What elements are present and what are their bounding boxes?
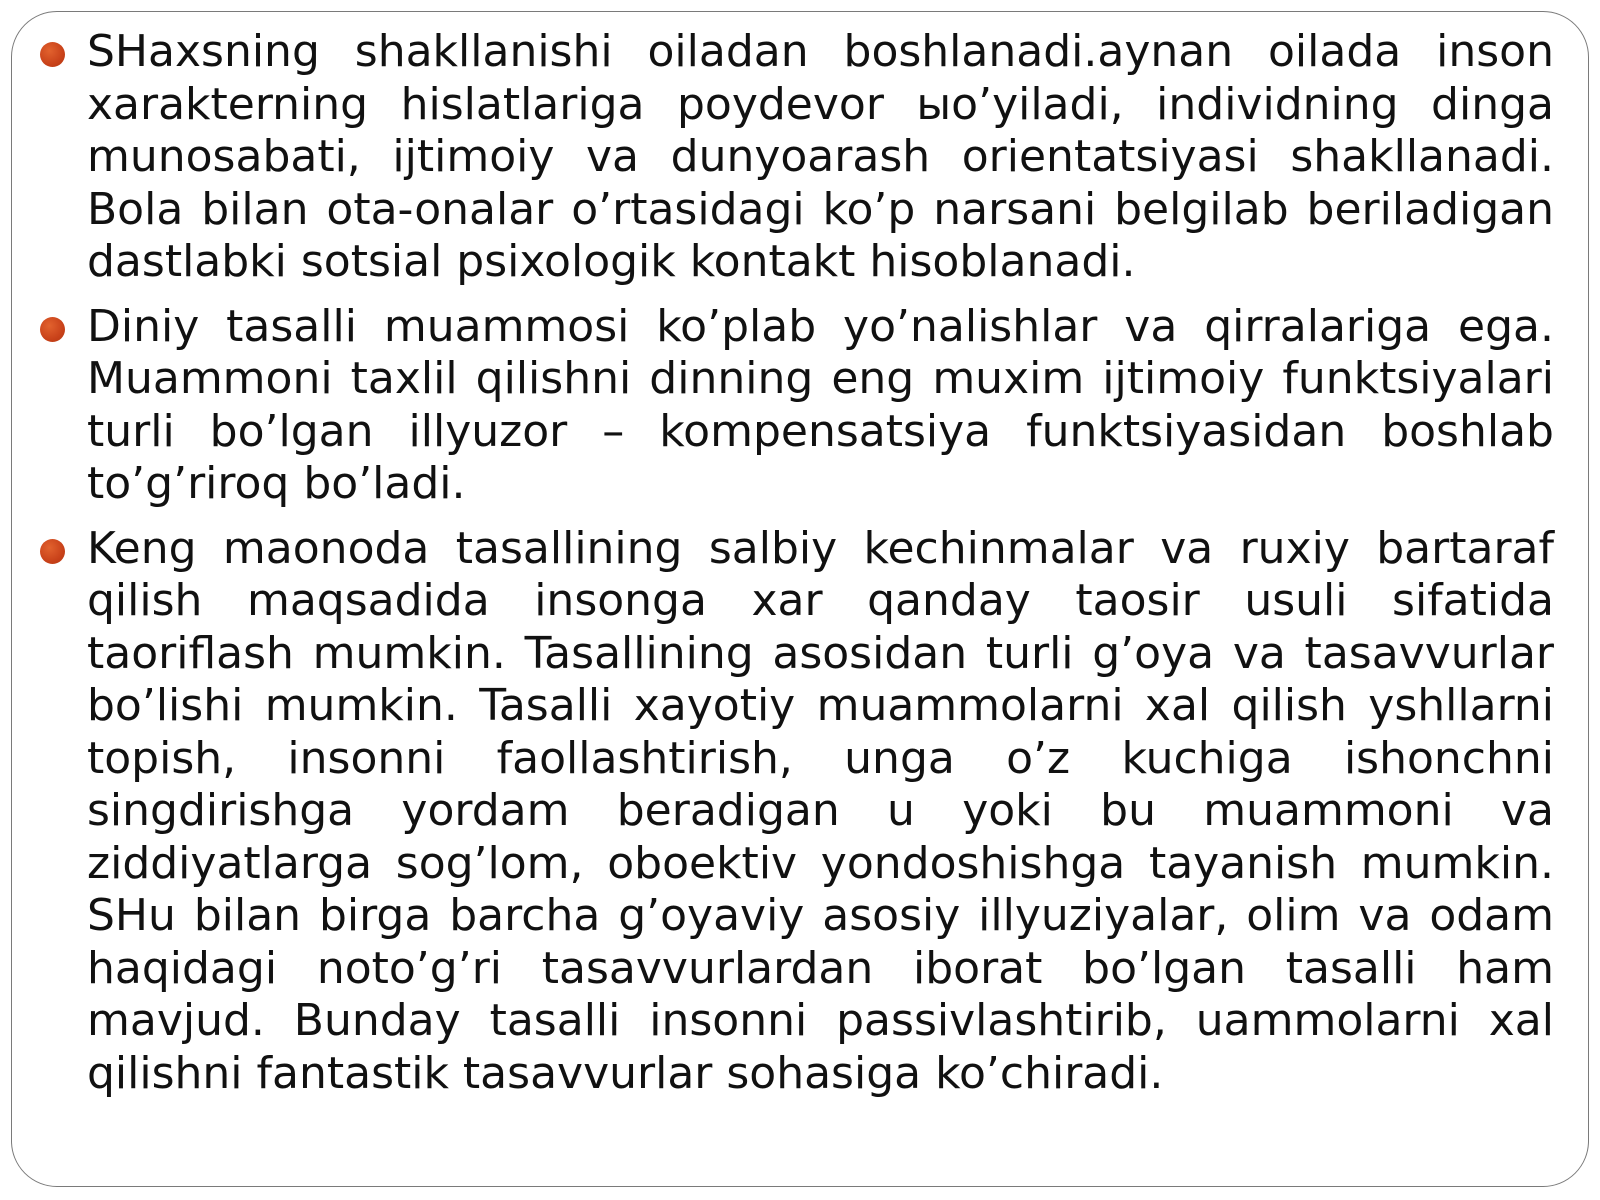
bullet-dot-icon bbox=[40, 317, 65, 342]
bullet-dot-icon bbox=[40, 42, 65, 67]
bullet-dot-icon bbox=[40, 539, 65, 564]
bullet-item-3 bbox=[87, 523, 1554, 1101]
bullet-text-1: SHaxsning shakllanishi oiladan boshlanadi.aynan oilada inson xarakterning hislatlariga poydevor ыo’yiladi, individning dinga munosabati, ijtimoiy va dunyoarash orientatsiyasi shakllanadi. Bola bilan ota-onalar o’rtasidagi ko’p narsani belgilab beriladigan dastlabki sotsial psixologik kontakt hisoblanadi. bbox=[87, 26, 1554, 287]
bullet-item-1 bbox=[87, 26, 1554, 289]
bullet-text-2: Diniy tasalli muammosi ko’plab yo’nalishlar va qirralariga ega. Muammoni taxlil qilishni dinning eng muxim ijtimoiy funktsiyalari turli bo’lgan illyuzor – kompensatsiya funktsiyasidan boshlab to’g’riroq bo’ladi. bbox=[87, 300, 1554, 509]
bullet-item-2 bbox=[87, 301, 1554, 511]
bullet-list bbox=[87, 26, 1554, 1112]
bullet-text-3: Keng maonoda tasallining salbiy kechinmalar va ruxiy bartaraf qilish maqsadida insonga xar qanday taosir usuli sifatida taoriflash mumkin. Tasallining asosidan turli g’oya va tasavvurlar bo’lishi mumkin. Tasalli xayotiy muammolarni xal qilish yshllarni topish, insonni faollashtirish, unga o’z kuchiga ishonchni singdirishga yordam beradigan u yoki bu muammoni va ziddiyatlarga sog’lom, oboektiv yondoshishga tayanish mumkin. SHu bilan birga barcha g’oyaviy asosiy illyuziyalar, olim va odam haqidagi noto’g’ri tasavvurlardan iborat bo’lgan tasalli ham mavjud. Bunday tasalli insonni passivlashtirib, uammolarni xal qilishni fantastik tasavvurlar sohasiga ko’chiradi. bbox=[87, 522, 1554, 1099]
